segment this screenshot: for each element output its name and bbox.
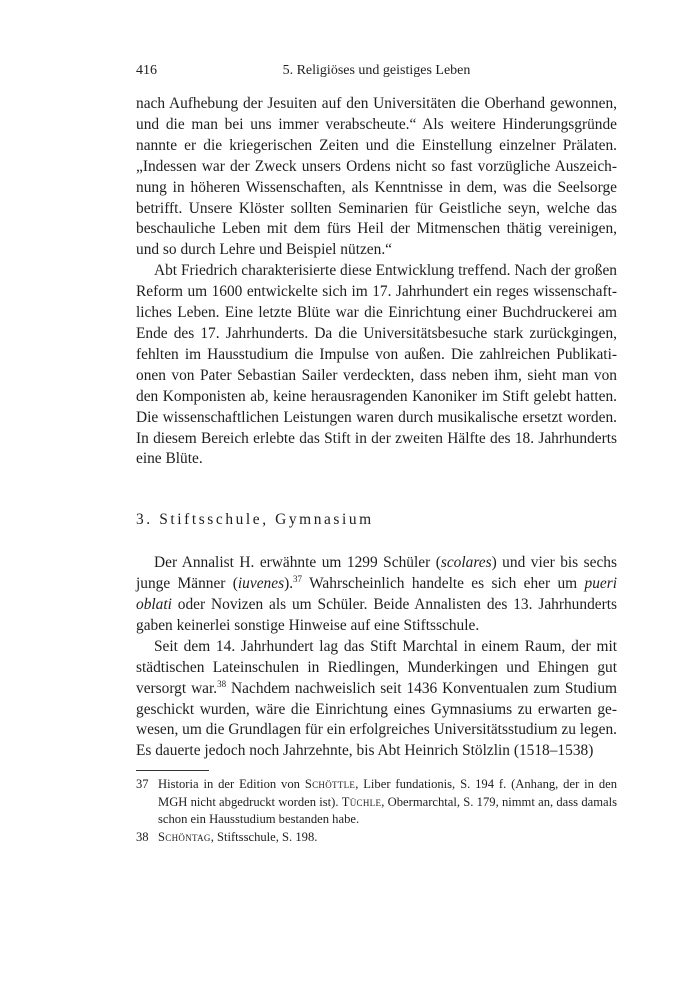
paragraph-2: Abt Friedrich charakterisierte diese Entwicklung treffend. Nach der großen Reform um 1600 entwickelte sich im 17. Jahrhundert ein reges wissenschaftliches Leben. Eine letzte Blüte war die Einrichtung einer Buchdruckerei am Ende des 17. Jahrhunderts. Da die Universitätsbesuche stark zurückgingen, fehlten im Hausstudium die Impulse von außen. Die zahlreichen Publikationen von Pater Sebastian Sailer verdeckten, dass neben ihm, sieht man von den Komponisten ab, keine herausragenden Kanoniker im Stift gelebt hatten. Die wissenschaftlichen Leistungen waren durch musikalische ersetzt worden. In diesem Bereich erlebte das Stift in der zweiten Hälfte des 18. Jahrhunderts eine Blüte.	[136, 262, 617, 468]
section-heading: 3. Stiftsschule, Gymnasium	[136, 511, 374, 529]
author-name: Schöttle	[304, 777, 356, 791]
italic-term-scolares: scolares	[440, 554, 492, 572]
footnote-38	[136, 829, 617, 847]
footnote-rule	[136, 770, 209, 771]
text-run: Seit dem 14. Jahrhundert lag das Stift Marchtal in einem Raum, der mit städtischen Lateinschulen in Riedlingen, Munderkingen und Ehingen gut versorgt war.	[136, 637, 617, 697]
text-run: , Liber fundationis, S. 194 f. (Anhang, der in den MGH nicht abgedruckt worden ist).	[158, 777, 617, 809]
paragraph-4	[136, 637, 617, 762]
text-run: , Obermarchtal, S. 179, nimmt an, dass damals schon ein Hausstudium bestanden habe.	[158, 794, 617, 826]
italic-term-iuvenes: iuvenes	[237, 575, 285, 593]
footnote-37	[136, 776, 617, 829]
text-run: oder Novizen als um Schüler. Beide Annalisten des 13. Jahrhunderts gaben keinerlei sonstige Hinweise auf eine Stiftsschule.	[136, 596, 617, 634]
footnotes	[136, 776, 617, 846]
footnote-number: 37	[136, 777, 149, 791]
text-run: Nachdem nachweislich seit 1436 Konventualen zum Studium geschickt wurden, wäre die Einrichtung eines Gymnasiums zu erwarten gewesen, um die Grundlagen für ein erfolgreiches Universitätsstudium zu legen. Es dauerte jedoch noch Jahrzehnte, bis Abt Heinrich Stölzlin (1518–1538)	[136, 679, 617, 760]
paragraph-1: nach Aufhebung der Jesuiten auf den Universitäten die Oberhand gewonnen, und die man bei uns immer verabscheute.“ Als weitere Hinderungsgründe nannte er die kriegerischen Zeiten und die Einstellung einzelner Prälaten. „Indessen war der Zweck unsers Ordens nicht so fast vorzügliche Auszeichnung in höheren Wissenschaften, als Kenntnisse in dem, was die Seelsorge betrifft. Unsere Klöster sollten Seminarien für Geistliche seyn, welche das beschauliche Leben mit dem fürs Heil der Mitmenschen thätig vereinigen, und so durch Lehre und Beispiel nützen.“	[136, 95, 617, 259]
text-run: ).	[284, 575, 294, 593]
author-name: Tüchle	[341, 794, 382, 809]
author-name: Schöntag	[158, 829, 211, 844]
text-run: Der Annalist H. erwähnte um 1299 Schüler (	[154, 554, 441, 572]
page-header	[136, 63, 617, 83]
main-text	[136, 94, 617, 762]
text-run: ) und vier bis sechs junge Männer (	[136, 554, 617, 593]
footnote-ref-38[interactable]: 38	[217, 678, 227, 689]
paragraph-3	[136, 553, 617, 637]
footnote-number: 38	[136, 829, 149, 844]
page-number: 416	[136, 63, 157, 78]
running-title: 5. Religiöses und geistiges Leben	[282, 63, 471, 78]
footnote-ref-37[interactable]: 37	[293, 574, 303, 585]
italic-term-pueri-oblati: pueri oblati	[136, 575, 617, 614]
text-run: Wahrscheinlich handelte es sich eher um	[302, 575, 585, 593]
text-run: , Stiftsschule, S. 198.	[210, 829, 318, 844]
text-run: Historia in der Edition von	[158, 777, 305, 791]
